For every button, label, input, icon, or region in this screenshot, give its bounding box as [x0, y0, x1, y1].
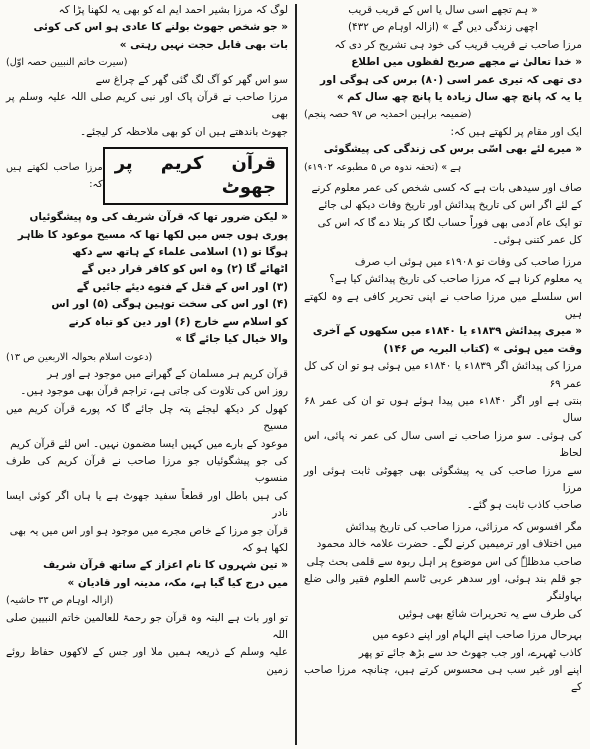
text-line: « تین شہروں کا نام اعزاز کے ساتھ قرآن شریف — [43, 559, 288, 572]
text-line: (۴) اور اس کی سخت توہین ہوگی (۵) اور اس — [51, 298, 288, 311]
text-line: جو قلم بند ہوئی، اور سدھر عربی ٹاسم العلوم فقیر والی ضلع بہاولنگر — [304, 573, 582, 603]
text-line: میں اختلاف اور ترمیمیں کرنے لگے۔ حضرت علامہ خالد محمود — [316, 538, 582, 551]
text-line: وقت میں ہوئی » (کتاب البریہ ص ۱۴۶) — [383, 342, 582, 355]
text-line: ایک اور مقام پر لکھتے ہیں کہ: — [450, 125, 582, 138]
reference-line: ہے » (تحفہ ندوہ ص ۵ مطبوعہ ۱۹۰۲ء) — [304, 161, 462, 173]
text-line: پوری ہوں جس میں لکھا تھا کہ مسیح موعود کا ظاہر — [17, 228, 288, 241]
text-line: بنتی ہے اور اگر ۱۸۴۰ء میں پیدا ہوئے ہوں تو ان کی عمر ۶۸ سال — [304, 394, 582, 425]
text-line: میں درج کیا گیا ہے، مکہ، مدینہ اور قادیان » — [67, 576, 288, 589]
text-line: علیہ وسلم کے ذریعہ ہمیں ملا اور جس کے لاکھوں حفاظ روئے زمین — [6, 646, 288, 676]
text-line: جھوٹ باندھتے ہیں ان کو بھی ملاحظہ کر لیجئے۔ — [79, 125, 288, 138]
text-line: مرزا کی پیدائش اگر ۱۸۳۹ء یا ۱۸۴۰ء میں ہوئی ہو تو ان کی کل عمر ۶۹ — [304, 360, 582, 390]
right-column — [304, 2, 582, 747]
heading-note: مرزا صاحب لکھتے ہیں کہ: — [6, 161, 103, 191]
reference-line: (ازالہ اوہام ص ۳۳ حاشیہ) — [6, 595, 114, 607]
text-line: « میرے لئے بھی اسّی برس کی زندگی کی پیشگوئی — [323, 143, 582, 156]
text-line: موعود کے بارے میں کہیں ایسا مضمون نہیں۔ اس لئے قرآن کریم — [10, 437, 288, 450]
text-line: قرآن جو مرزا کے خاص مجرے میں موجود ہو اور اس میں یہ بھی — [9, 524, 288, 537]
text-line: کی ہیں باطل اور قطعاً سفید جھوٹ ہے یا ہاں اگر کوئی ایسا نادر — [6, 489, 288, 520]
text-line: اٹھائے گا (۲) وہ اس کو کافر قرار دیں گے — [81, 263, 288, 276]
text-line: کی جو پیشگوئیاں جو مرزا صاحب نے قرآن کریم کی طرف منسوب — [6, 454, 288, 485]
section-heading-row — [6, 147, 288, 205]
text-line: سو اس گھر کو آگ لگ گئی گھر کے چراغ سے — [95, 73, 288, 86]
text-line: کاذب ٹھہرے، اور جب جھوٹ حد سے بڑھ جائے تو پھر — [358, 646, 582, 659]
text-line: کی طرف سے یہ تحریرات شائع بھی ہوئیں — [398, 607, 582, 620]
reference-line: (دعوت اسلام بحوالہ الاربعین ص ۱۳) — [6, 351, 153, 363]
text-line: « جو شخص جھوٹ بولنے کا عادی ہو اس کی کوئی — [33, 21, 288, 34]
column-divider — [295, 4, 297, 745]
text-line: ہوگا تو (۱) اسلامی علماء کے ہاتھ سے دکھ — [72, 246, 288, 259]
text-line: « ہم تجھے اسی سال یا اس کے قریب قریب — [348, 4, 538, 16]
text-line: « لیکن ضرور تھا کہ قرآن شریف کی وہ پیشگوئیاں — [29, 211, 288, 224]
text-line: لوگ کہ مرزا بشیر احمد ایم اے کو بھی یہ لکھنا پڑا کہ — [58, 4, 288, 16]
text-line: تو ایک عام آدمی بھی فوراً حساب لگا کر بتلا دے گا کہ اس کی — [317, 216, 582, 229]
text-line: دی تھی کہ تیری عمر اسی (۸۰) برس کی ہوگی اور — [320, 73, 582, 86]
reference-line: (سیرت خاتم النبیین حصہ اوّل) — [6, 57, 128, 69]
text-line: کے لئے اگر اس کی تاریخ پیدائش اور تاریخ وفات دیکھ لی جائے — [318, 199, 582, 212]
text-line: یا یہ کہ پانچ چھ سال زیادہ یا پانچ چھ سال کم » — [336, 91, 582, 104]
text-line: مرزا صاحب نے قریب قریب کی خود ہی تشریح کر دی کہ — [334, 38, 582, 51]
text-line: لکھا ہو کہ — [242, 541, 288, 554]
text-line: روز اس کی تلاوت کی جاتی ہے، تراجم قرآن بھی موجود ہیں۔ — [20, 385, 288, 398]
text-line: تو اور بات ہے البتہ وہ قرآن جو رحمۃ للعالمین خاتم النبیین صلی اللہ — [6, 611, 288, 641]
text-line: والا خیال کیا جائے گا » — [175, 333, 288, 346]
section-heading: قرآن کریم پر جھوٹ — [103, 147, 288, 205]
text-line: اس سلسلے میں مرزا صاحب نے اپنی تحریر کافی ہے وہ لکھتے ہیں — [304, 290, 582, 320]
text-line: « خدا تعالیٰ نے مجھے صریح لفظوں میں اطلاع — [351, 56, 582, 69]
text-line: سے مرزا صاحب کی یہ پیشگوئی بھی جھوٹی ثابت ہوئی اور مرزا — [304, 464, 582, 494]
text-line: اچھی زندگی دیں گے » (ازالہ اوہام ص ۴۳۲) — [347, 21, 539, 34]
text-line: کو اسلام سے خارج (۶) اور دین کو تباہ کرنے — [68, 315, 288, 328]
text-line: مرزا صاحب نے قرآن پاک اور نبی کریم صلی اللہ علیہ وسلم پر بھی — [6, 91, 288, 121]
text-line: مرزا صاحب کی وفات تو ۱۹۰۸ء میں ہوئی اب صرف — [354, 255, 582, 268]
reference-line: (ضمیمہ براہین احمدیہ ص ۹۷ حصہ پنجم) — [304, 109, 472, 121]
text-line: صاف اور سیدھی بات ہے کہ کسی شخص کی عمر معلوم کرنے — [311, 182, 582, 195]
text-line: قرآن کریم ہر مسلمان کے گھرانے میں موجود ہے اور ہر — [47, 367, 288, 380]
text-line: مگر افسوس کہ مرزائی، مرزا صاحب کی تاریخ پیدائش — [345, 520, 582, 533]
text-line: بات بھی قابل حجت نہیں رہتی » — [119, 38, 288, 51]
text-line: بہرحال مرزا صاحب اپنے الہام اور اپنے دعوے میں — [372, 629, 582, 642]
text-line: (۳) اور اس کے قتل کے فتوے دیئے جائیں گے — [76, 280, 288, 293]
text-line: کی ہوئی۔ سو مرزا صاحب نے اسی سال کی عمر نہ پائی، اس لحاظ — [304, 429, 582, 460]
text-line: اپنے اور غیر سب ہی محسوس کرتے ہیں، چنانچہ مرزا صاحب کے — [304, 664, 582, 694]
text-line: یہ معلوم کرنا ہے کہ مرزا صاحب کی تاریخ پیدائش کیا ہے؟ — [329, 273, 582, 286]
text-line: کھول کر دیکھ لیجئے پتہ چل جائے گا کہ پورے قرآن کریم میں مسیح — [6, 402, 288, 433]
text-line: صاحب کاذب ثابت ہو گئے۔ — [466, 499, 582, 512]
text-line: صاحب مدظلہٗ کی اس موضوع پر اہل ربوہ سے قلمی بحث چلی — [306, 555, 582, 568]
left-column — [6, 2, 288, 747]
text-line: « میری پیدائش ۱۸۳۹ء یا ۱۸۴۰ء میں سکھوں کے آخری — [312, 325, 582, 338]
text-line: کل عمر کتنی ہوئی۔ — [492, 234, 582, 247]
